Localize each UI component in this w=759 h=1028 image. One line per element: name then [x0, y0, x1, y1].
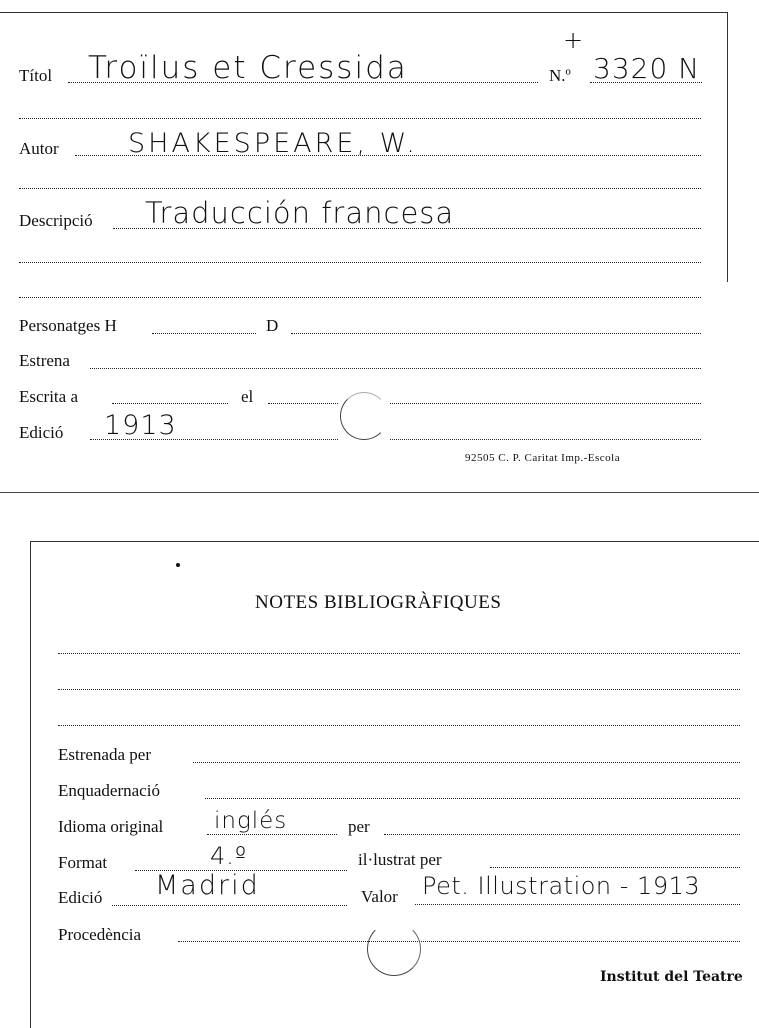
el-label: el: [241, 387, 254, 406]
institut-stamp: Institut del Teatre: [600, 969, 743, 985]
ink-dot: [176, 563, 180, 567]
valor-label: Valor: [361, 887, 398, 906]
estrenada-label: Estrenada per: [58, 745, 151, 764]
printer-imprint: 92505 C. P. Caritat Imp.-Escola: [465, 452, 621, 464]
no-mark: +: [563, 26, 585, 54]
no-value: 3320 N: [593, 52, 701, 85]
no-label: N.º: [549, 66, 571, 85]
edicio-extra-line: [390, 439, 701, 440]
per-line: [384, 834, 740, 835]
escrita-line: [112, 403, 228, 404]
enquadernacio-line: [205, 798, 740, 799]
blank-line: [19, 297, 701, 298]
blank-line: [58, 689, 740, 690]
descripcio-value: Traducción francesa: [145, 196, 455, 230]
edicio-value: 1913: [104, 410, 177, 441]
illustrat-line: [490, 867, 740, 868]
catalog-card-front: [0, 0, 729, 492]
d-label: D: [266, 316, 279, 335]
estrena-line: [90, 368, 701, 369]
el-line: [268, 403, 338, 404]
blank-line: [19, 188, 701, 189]
edicio2-value: Madrid: [155, 870, 260, 901]
autor-label: Autor: [19, 139, 59, 158]
idioma-line: [207, 834, 337, 835]
enquadernacio-label: Enquadernació: [58, 781, 160, 800]
escrita-extra-line: [390, 403, 701, 404]
valor-value: Pet. Illustration - 1913: [422, 872, 701, 900]
titol-label: Títol: [19, 66, 53, 85]
blank-line: [19, 262, 701, 263]
personatges-d-line: [291, 333, 701, 334]
punch-hole: [340, 392, 388, 440]
format-label: Format: [58, 853, 108, 872]
personatges-label: Personatges H: [19, 316, 117, 335]
punch-hole-2: [367, 922, 421, 976]
titol-value: Troïlus et Cressida: [88, 50, 408, 86]
idioma-value: inglés: [214, 808, 288, 834]
escrita-label: Escrita a: [19, 387, 78, 406]
illustrat-label: il·lustrat per: [358, 850, 442, 869]
card-border-top: [0, 12, 728, 13]
procedencia-line: [178, 941, 740, 942]
estrenada-line: [193, 762, 740, 763]
blank-line: [58, 725, 740, 726]
format-value: 4.º: [210, 842, 248, 870]
per-label: per: [348, 817, 370, 836]
blank-line: [58, 653, 740, 654]
valor-line: [415, 904, 740, 905]
edicio2-line: [112, 905, 347, 906]
card-border-right: [727, 12, 728, 282]
personatges-h-line: [152, 333, 256, 334]
edicio-label: Edició: [19, 423, 64, 442]
card2-border-left: [30, 541, 31, 1028]
estrena-label: Estrena: [19, 351, 70, 370]
notes-title: NOTES BIBLIOGRÀFIQUES: [255, 592, 502, 613]
procedencia-label: Procedència: [58, 925, 142, 944]
card-separator: [0, 492, 759, 493]
idioma-label: Idioma original: [58, 817, 164, 836]
autor-value: SHAKESPEARE, W.: [128, 128, 418, 159]
descripcio-label: Descripció: [19, 211, 93, 230]
card2-border-top: [30, 541, 759, 542]
edicio2-label: Edició: [58, 888, 103, 907]
blank-line: [19, 118, 701, 119]
